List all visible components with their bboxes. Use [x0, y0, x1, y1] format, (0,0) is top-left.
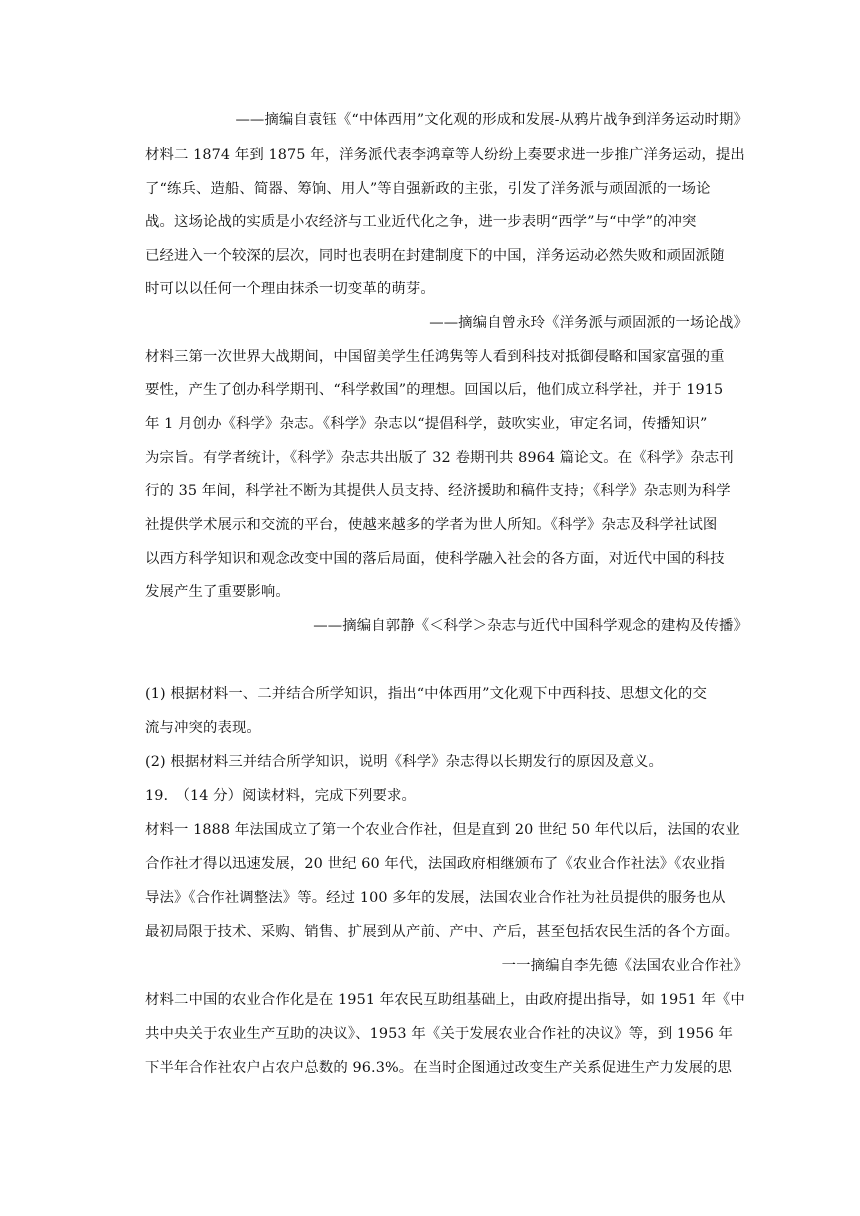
- material-2b-paragraph: 共中央关于农业生产互助的决议》、1953 年《关于发展农业合作社的决议》等，到 1956 年: [145, 1026, 734, 1042]
- material-1-paragraph: 导法》《合作社调整法》等。经过 100 多年的发展，法国农业合作社为社员提供的服务也从: [145, 890, 726, 906]
- question-2: (2) 根据材料三并结合所学知识，说明《科学》杂志得以长期发行的原因及意义。: [145, 754, 664, 770]
- material-2-paragraph: 时可以以任何一个理由抹杀一切变革的萌芽。: [145, 281, 435, 297]
- material-2-paragraph: 了“练兵、造船、简器、筹饷、用人”等自强新政的主张，引发了洋务派与顽固派的一场论: [145, 181, 711, 197]
- source-citation-2: ——摘编自曾永玲《洋务派与顽固派的一场论战》: [429, 315, 748, 331]
- source-citation-1: ——摘编自袁钰《“中体西用”文化观的形成和发展-从鸦片战争到洋务运动时期》: [235, 112, 748, 128]
- material-3-paragraph: 以西方科学知识和观念改变中国的落后局面，使科学融入社会的各方面，对近代中国的科技: [145, 551, 725, 567]
- material-3-paragraph: 行的 35 年间，科学社不断为其提供人员支持、经济援助和稿件支持；《科学》杂志则为科学: [145, 483, 731, 499]
- material-3-paragraph: 材料三第一次世界大战期间，中国留美学生任鸿隽等人看到科技对抵御侵略和国家富强的重: [145, 349, 725, 365]
- material-3-paragraph: 社提供学术展示和交流的平台，使越来越多的学者为世人所知。《科学》杂志及科学社试图: [145, 517, 718, 533]
- source-citation-3: ——摘编自郭静《＜科学＞杂志与近代中国科学观念的建构及传播》: [313, 618, 748, 634]
- question-19-heading: 19. （14 分）阅读材料，完成下列要求。: [145, 788, 417, 804]
- source-citation-4: 一一摘编自李先德《法国农业合作社》: [501, 958, 748, 974]
- material-3-paragraph: 要性，产生了创办科学期刊、“科学救国”的理想。回国以后，他们成立科学社，并于 1915: [145, 382, 724, 398]
- material-3-paragraph: 为宗旨。有学者统计，《科学》杂志共出版了 32 卷期刊共 8964 篇论文。在《科学》杂志刊: [145, 450, 734, 466]
- question-1: 流与冲突的表现。: [145, 720, 261, 736]
- material-2b-paragraph: 材料二中国的农业合作化是在 1951 年农民互助组基础上，由政府提出指导，如 1951 年《中: [145, 992, 745, 1008]
- material-1-paragraph: 材料一 1888 年法国成立了第一个农业合作社，但是直到 20 世纪 50 年代以后，法国的农业: [145, 822, 740, 838]
- material-2-paragraph: 已经进入一个较深的层次，同时也表明在封建制度下的中国，洋务运动必然失败和顽固派随: [145, 248, 725, 264]
- material-2b-paragraph: 下半年合作社农户占农户总数的 96.3%。在当时企图通过改变生产关系促进生产力发展的思: [145, 1060, 733, 1076]
- material-3-paragraph: 发展产生了重要影响。: [145, 584, 290, 600]
- material-2-paragraph: 战。这场论战的实质是小农经济与工业近代化之争，进一步表明“西学”与“中学”的冲突: [145, 214, 697, 230]
- question-1: (1) 根据材料一、二并结合所学知识，指出“中体西用”文化观下中西科技、思想文化的交: [145, 686, 707, 702]
- material-2-paragraph: 材料二 1874 年到 1875 年，洋务派代表李鸿章等人纷纷上奏要求进一步推广洋务运动，提出: [145, 147, 745, 163]
- material-1-paragraph: 最初局限于技术、采购、销售、扩展到从产前、产中、产后，甚至包括农民生活的各个方面。: [145, 924, 740, 940]
- material-1-paragraph: 合作社才得以迅速发展，20 世纪 60 年代，法国政府相继颁布了《农业合作社法》《农业指: [145, 856, 726, 872]
- material-3-paragraph: 年 1 月创办《科学》杂志。《科学》杂志以“提倡科学，鼓吹实业，审定名词，传播知识”: [145, 416, 708, 432]
